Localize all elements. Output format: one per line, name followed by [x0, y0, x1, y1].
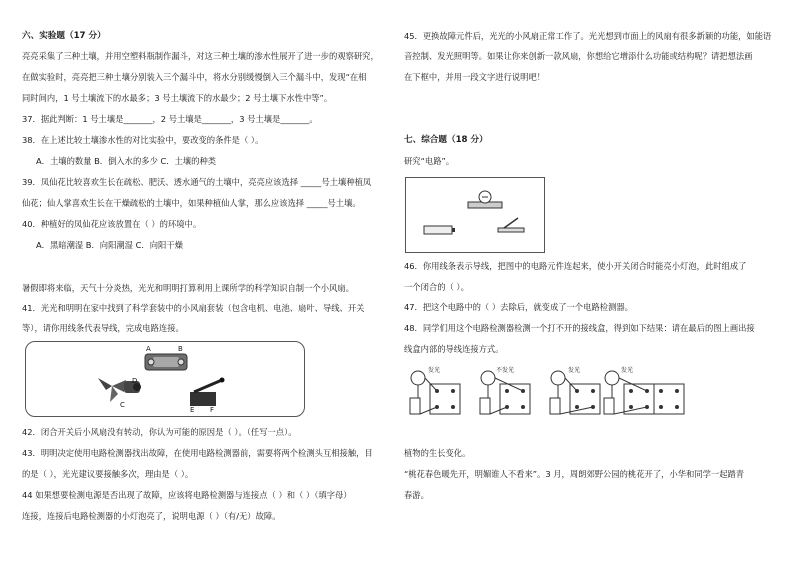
question-43-line-2: 的是（ ），光光建议要接触多次，理由是（ ）。	[22, 469, 194, 479]
question-45-line-1: 45．更换故障元件后，光光的小风扇正常工作了。光光想到市面上的风扇有很多新颖的功能，如能语	[404, 31, 772, 41]
question-41-line-2: 等），请你用线条代表导线，完成电路连接。	[22, 323, 184, 333]
poem-line-2: 春游。	[404, 490, 429, 500]
label-c: C	[120, 401, 125, 409]
question-38-options: A．土壤的数量 B．倒入水的多少 C．土壤的种类	[36, 156, 217, 166]
label-f: F	[210, 406, 215, 414]
bulb-label-4: 发光	[621, 367, 634, 374]
bulb-label-1: 发光	[428, 367, 441, 374]
label-d: D	[132, 377, 138, 385]
tester-results-figure	[404, 364, 694, 420]
blank-junction-box	[654, 384, 684, 414]
bulb-label-3: 发光	[568, 367, 581, 374]
question-44-line-2: 连接，连接后电路检测器的小灯泡亮了，说明电源（ ）（有/无）故障。	[22, 511, 281, 521]
switch-icon	[498, 218, 524, 232]
tester-1	[410, 371, 460, 414]
intro-line-2: 在做实验时，亮亮把三种土壤分别装入三个漏斗中，将水分别缓慢倒入三个漏斗中，发现“在相	[22, 72, 367, 82]
section-7-title: 七、综合题（18 分）	[404, 135, 488, 145]
plant-growth-title: 植物的生长变化。	[404, 448, 471, 458]
question-39-line-1: 39．凤仙花比较喜欢生长在疏松、肥沃、透水通气的土壤中，亮亮应该选择 _____号土壤种植凤	[22, 177, 372, 187]
poem-line-1: “桃花春色暖先开，明媚谁人不看来”。3 月，周朗郊野公园的桃花开了，小华和同学一起踏青	[404, 469, 745, 479]
label-a: A	[146, 345, 151, 353]
switch-icon	[190, 378, 225, 407]
question-42: 42．闭合开关后小风扇没有转动，你认为可能的原因是（ ）。（任写一点）。	[22, 427, 297, 437]
fan-kit-drawing	[26, 342, 304, 416]
intro-line-4: 暑假即将来临，天气十分炎热，光光和明明打算利用上课所学的科学知识自制一个小风扇。	[22, 283, 354, 293]
question-41-line-1: 41．光光和明明在家中找到了科学套装中的小风扇套装（包含电机、电池、扇叶、导线、开关	[22, 303, 365, 313]
question-46-line-2: 一个闭合的（ ）。	[404, 282, 469, 292]
question-44-line-1: 44 如果想要检测电源是否出现了故障，应该将电路检测器与连接点（ ）和（ ）（填字母）	[22, 490, 352, 500]
circuit-components-drawing	[406, 178, 544, 252]
tester-3	[550, 371, 600, 414]
question-47: 47．把这个电路中的（ ）去除后，就变成了一个电路检测器。	[404, 302, 633, 312]
question-48-line-1: 48．同学们用这个电路检测器检测一个打不开的接线盒，得到如下结果：请在最后的图上画出接	[404, 323, 755, 333]
question-38: 38．在上述比较土壤渗水性的对比实验中，要改变的条件是（ ）。	[22, 135, 264, 145]
intro-line-1: 亮亮采集了三种土壤，并用空塑料瓶制作漏斗，对这三种土壤的渗水性展开了进一步的观察研究，	[22, 51, 379, 61]
bulb-label-2: 不发光	[496, 367, 515, 374]
fan-kit-figure	[25, 341, 305, 417]
question-43-line-1: 43．明明决定使用电路检测器找出故障，在使用电路检测器前，需要将两个检测头互相接触，目	[22, 448, 373, 458]
tester-2	[480, 371, 530, 414]
tester-4	[604, 371, 654, 414]
question-45-line-3: 在下框中，并用一段文字进行说明吧！	[404, 72, 546, 82]
battery-icon	[424, 226, 455, 234]
question-40-options: A．黑暗潮湿 B．向阳潮湿 C．向阳干燥	[36, 240, 183, 250]
study-circuit-label: 研究“电路”。	[404, 156, 455, 166]
question-40: 40．种植好的凤仙花应该放置在（ ）的环境中。	[22, 219, 202, 229]
intro-line-3: 同时间内，1 号土壤流下的水最多；3 号土壤流下的水最少；2 号土壤下水性中等”。	[22, 93, 333, 103]
section-6-title: 六、实验题（17 分）	[22, 31, 106, 41]
question-46-line-1: 46．你用线条表示导线，把图中的电路元件连起来，使小开关闭合时能亮小灯泡，此时组成了	[404, 261, 747, 271]
bulb-holder-icon	[468, 191, 502, 208]
question-39-line-2: 仙花；仙人掌喜欢生长在干燥疏松的土壤中，如果种植仙人掌，那么应该选择 _____号土壤。	[22, 198, 361, 208]
question-45-line-2: 音控制、发光照明等。如果让你来创新一款风扇，你想给它增添什么功能或结构呢？请把想法画	[404, 51, 753, 61]
label-e: E	[190, 406, 195, 414]
label-b: B	[178, 345, 183, 353]
question-48-line-2: 线盒内部的导线连接方式。	[404, 344, 504, 354]
question-37: 37．据此判断：1 号土壤是_______，2 号土壤是_______，3 号土壤是_______。	[22, 114, 318, 124]
battery-icon	[145, 354, 187, 370]
circuit-components-figure	[405, 177, 545, 253]
